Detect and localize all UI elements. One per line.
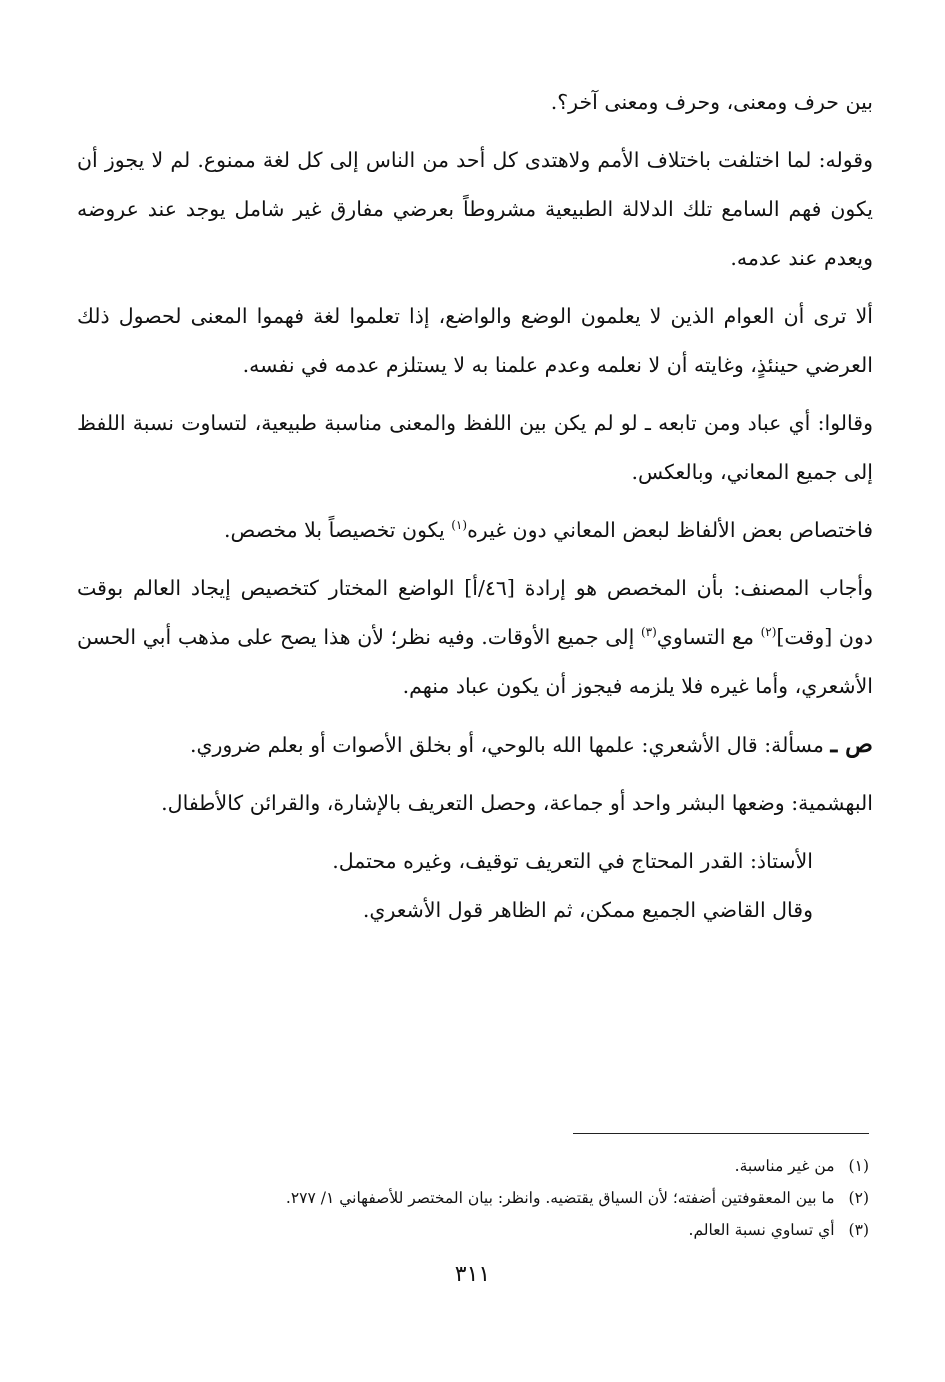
footnotes bbox=[79, 1150, 869, 1246]
paragraph-8: البهشمية: وضعها البشر واحد أو جماعة، وحصل التعريف بالإشارة، والقرائن كالأطفال. bbox=[161, 791, 873, 815]
page-body bbox=[77, 78, 873, 935]
paragraph-6-part-c: إلى جميع الأوقات. وفيه نظر؛ لأن هذا يصح على مذهب أبي الحسن الأشعري، وأما غيره فلا يلزمه فيجوز أن يكون عباد منهم. bbox=[77, 625, 873, 698]
footnote-number: (٣) bbox=[848, 1221, 869, 1239]
paragraph-5-rest: يكون تخصيصاً بلا مخصص. bbox=[224, 518, 452, 542]
footnote-text: ما بين المعقوفتين أضفته؛ لأن السياق يقتضيه. وانظر: بيان المختصر للأصفهاني ١/ ٢٧٧. bbox=[285, 1189, 835, 1207]
footnote-number: (٢) bbox=[848, 1189, 869, 1207]
footnote-3 bbox=[79, 1214, 869, 1246]
footnote-1 bbox=[79, 1150, 869, 1182]
paragraph-6-part-b: مع التساوي bbox=[656, 625, 761, 649]
paragraph-2: وقوله: لما اختلفت باختلاف الأمم ولاهتدى كل أحد من الناس إلى كل لغة ممنوع. لم لا يجوز أن يكون فهم السامع تلك الدلالة الطبيعية مشروطاً بعرضي مفارق غير شامل يوجد عند عروضه ويعدم عند عدمه. bbox=[77, 148, 873, 270]
paragraph-5-text: فاختصاص بعض الألفاظ لبعض المعاني دون غيره bbox=[467, 518, 873, 542]
paragraph-5 bbox=[77, 506, 873, 555]
paragraph-3: ألا ترى أن العوام الذين لا يعلمون الوضع والواضع، إذا تعلموا لغة فهموا المعنى لحصول ذلك العرضي حينئذٍ، وغايته أن لا نعلمه وعدم علمنا به لا يستلزم عدمه في نفسه. bbox=[77, 304, 873, 377]
paragraph-4: وقالوا: أي عباد ومن تابعه ـ لو لم يكن بين اللفظ والمعنى مناسبة طبيعية، لتساوت نسبة اللفظ إلى جميع المعاني، وبالعكس. bbox=[77, 411, 873, 484]
paragraph-7 bbox=[77, 720, 873, 770]
footnote-ref-2[interactable]: (٢) bbox=[760, 625, 777, 640]
footnote-number: (١) bbox=[848, 1157, 869, 1175]
paragraph-9: الأستاذ: القدر المحتاج في التعريف توقيف، وغيره محتمل. bbox=[332, 849, 813, 873]
footnote-ref-3[interactable]: (٣) bbox=[640, 625, 657, 640]
footnote-text: من غير مناسبة. bbox=[734, 1157, 835, 1175]
page-number: ٣١١ bbox=[454, 1262, 491, 1287]
footnote-ref-1[interactable]: (١) bbox=[451, 518, 468, 533]
text-marker-sad: ص ـ bbox=[830, 731, 873, 758]
paragraph-6 bbox=[77, 564, 873, 711]
paragraph-10: وقال القاضي الجميع ممكن، ثم الظاهر قول الأشعري. bbox=[362, 898, 813, 922]
paragraph-7-text: مسألة: قال الأشعري: علمها الله بالوحي، أو بخلق الأصوات أو بعلم ضروري. bbox=[189, 733, 831, 757]
paragraph-1: بين حرف ومعنى، وحرف ومعنى آخر؟. bbox=[550, 90, 873, 114]
footnote-text: أي تساوي نسبة العالم. bbox=[688, 1221, 835, 1239]
footnote-separator bbox=[573, 1133, 869, 1134]
paragraph-6-part-a: وأجاب المصنف: بأن المخصص هو إرادة [٤٦/أ] الواضع المختار كتخصيص إيجاد العالم بوقت دون [وقت] bbox=[77, 576, 873, 649]
footnote-2 bbox=[79, 1182, 869, 1214]
